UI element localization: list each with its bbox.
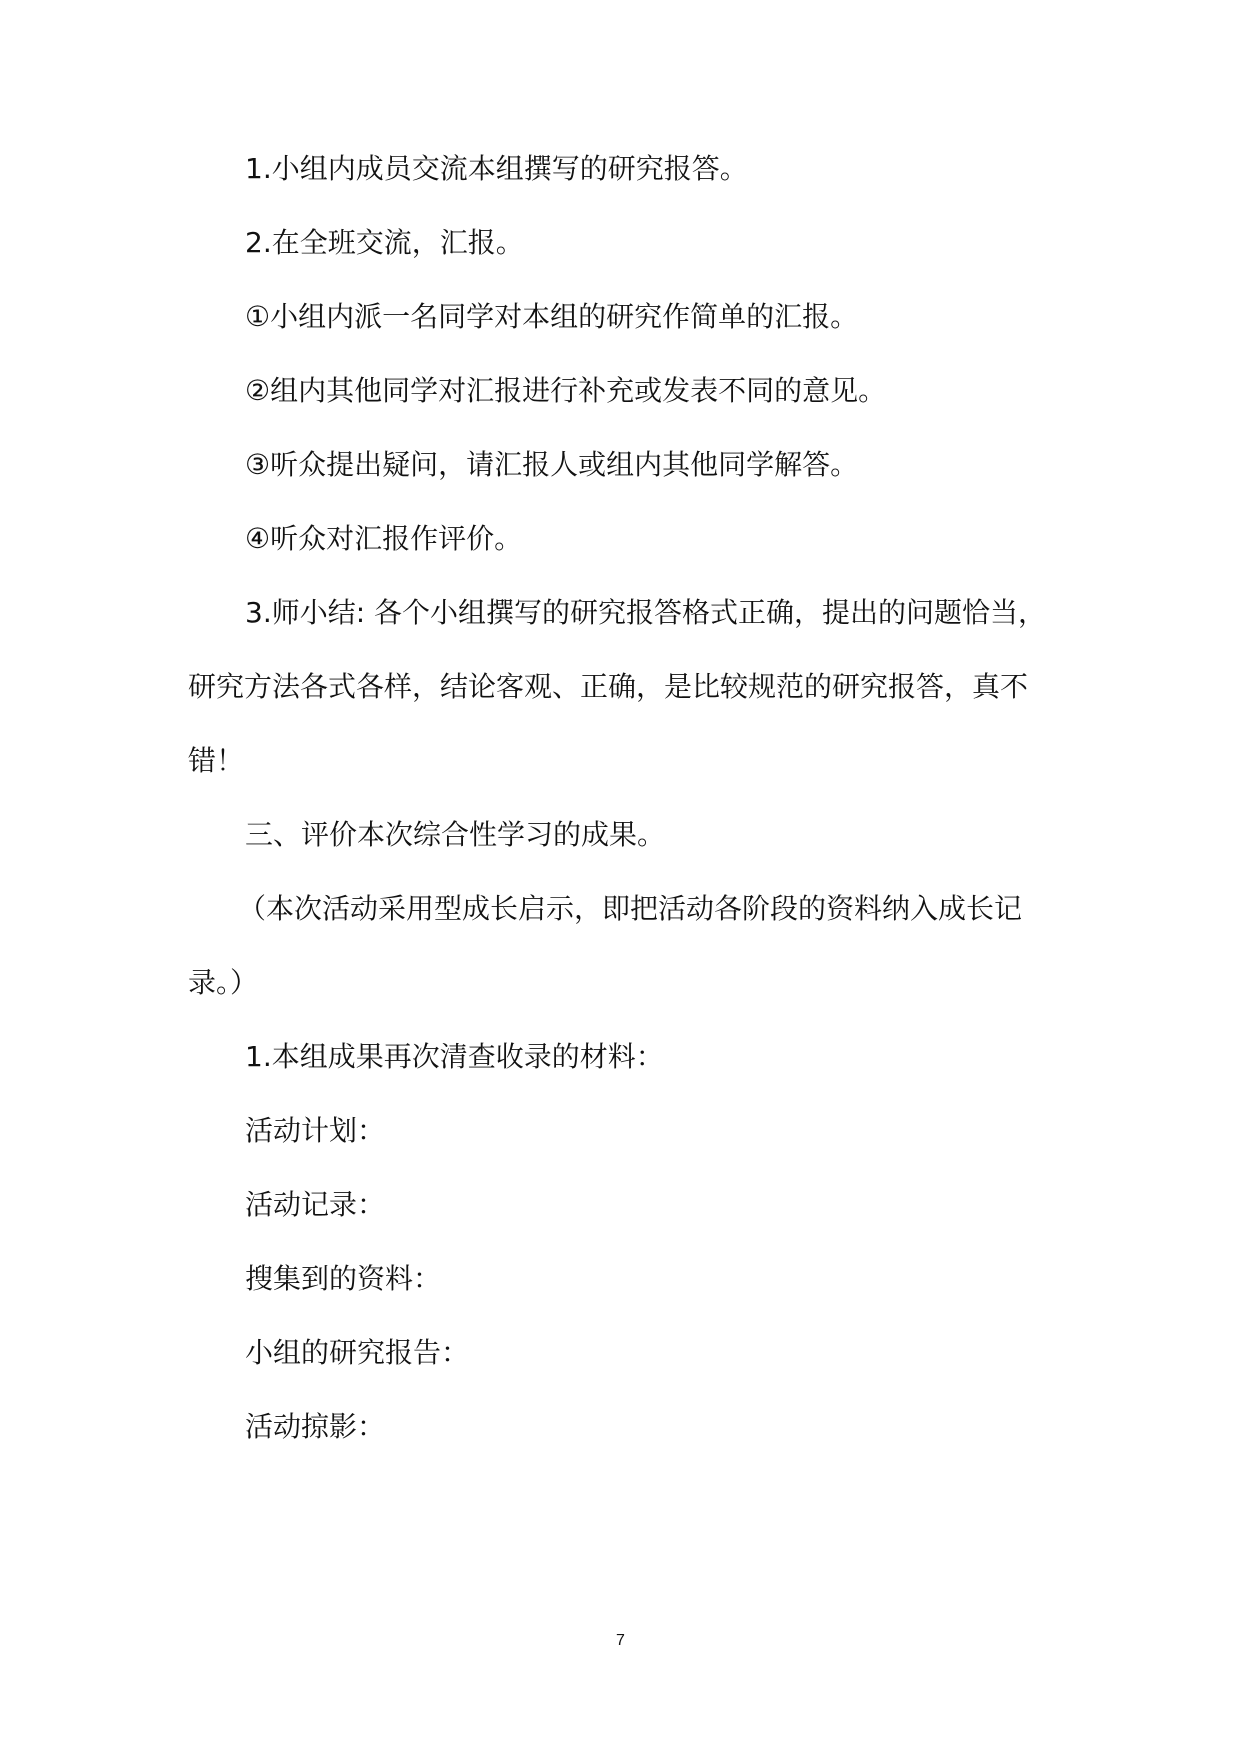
- page-number: 7: [616, 1632, 625, 1649]
- materials-item-photos: 活动掠影：: [245, 1410, 386, 1443]
- materials-item-collected: 搜集到的资料：: [245, 1262, 442, 1295]
- materials-item-plan: 活动计划：: [245, 1114, 386, 1147]
- sub-item-3: ③听众提出疑问，请汇报人或组内其他同学解答。: [245, 448, 859, 481]
- materials-item-record: 活动记录：: [245, 1188, 386, 1221]
- teacher-summary-line-2: 研究方法各式各样，结论客观、正确，是比较规范的研究报答，真不: [188, 670, 1029, 703]
- teacher-summary-line-3: 错！: [188, 744, 245, 777]
- materials-heading: 1.本组成果再次清查收录的材料：: [245, 1040, 664, 1073]
- list-item-1-exchange-report: 1.小组内成员交流本组撰写的研究报答。: [245, 152, 748, 185]
- teacher-summary-line-1: 3.师小结: 各个小组撰写的研究报答格式正确，提出的问题恰当，: [245, 596, 1047, 629]
- sub-item-4: ④听众对汇报作评价。: [245, 522, 523, 555]
- activity-note-line-2: 录。）: [188, 966, 259, 999]
- sub-item-1: ①小组内派一名同学对本组的研究作简单的汇报。: [245, 300, 859, 333]
- sub-item-2: ②组内其他同学对汇报进行补充或发表不同的意见。: [245, 374, 887, 407]
- section-heading-3: 三、评价本次综合性学习的成果。: [245, 818, 666, 851]
- list-item-2-class-exchange: 2.在全班交流，汇报。: [245, 226, 524, 259]
- activity-note-line-1: （本次活动采用型成长启示，即把活动各阶段的资料纳入成长记: [238, 892, 1023, 925]
- materials-item-report: 小组的研究报告：: [245, 1336, 470, 1369]
